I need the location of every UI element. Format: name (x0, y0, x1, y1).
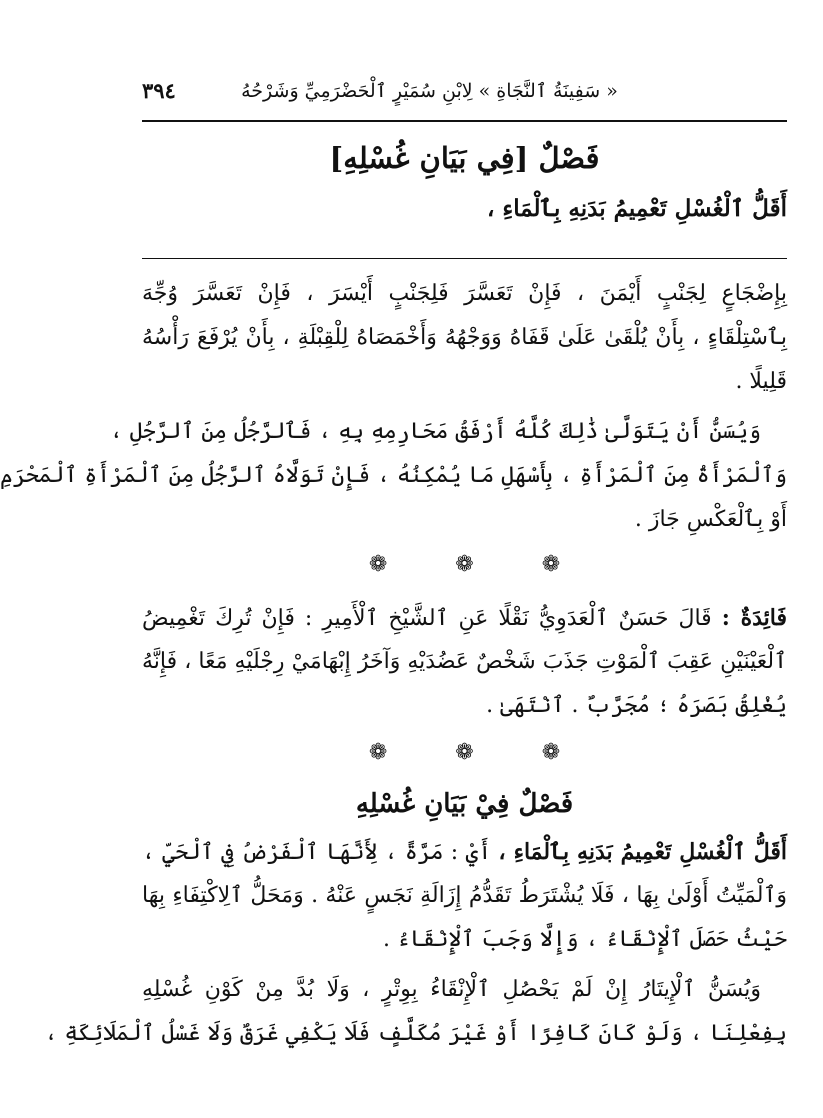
asterism-icon: ❁ (368, 740, 388, 765)
matn-text: أَقَلُّ ٱلْغُسْلِ تَعْمِيمُ بَدَنِهِ بِٱلْمَاءِ ، (486, 195, 787, 222)
text-line: يُغْلِقُ بَصَرَهُ ؛ مُجَرَّبٌ . ٱنْتَهَىٰ . (486, 693, 787, 718)
asterism-icon: ❁ (455, 740, 474, 765)
header-rule (142, 120, 787, 122)
running-title: « سَفِينَةُ ٱلنَّجَاةِ » لِابْنِ سُمَيْرٍ ٱلْحَضْرَمِيِّ وَشَرْحُهُ (241, 80, 618, 102)
text-line: قَلِيلًا . (735, 369, 787, 394)
text-line: بِإِضْجَاعٍ لِجَنْبٍ أَيْمَنَ ، فَإِنْ تَعَسَّرَ فَلِجَنْبٍ أَيْسَرَ ، فَإِنْ تَعَسَّرَ وُجِّهَ (142, 281, 787, 306)
section-separator (106, 738, 823, 768)
text-line: حَيْثُ حَصَلَ ٱلْإِنْقَاءُ ، وَإِلَّا وَجَبَ ٱلْإِنْقَاءُ . (383, 927, 787, 952)
text-line: وَٱلْمَرْأَةُ مِنَ ٱلْمَرْأَةِ ، بِأَسْهَلِ مَا يُمْكِنُهُ ، فَإِنْ تَوَلَّاهُ ٱلرَّجُلُ مِنَ ٱلْمَرْأَةِ ٱلْمَحْرَمِ (0, 463, 787, 488)
faida-label: فَائِدَةٌ : (721, 605, 787, 631)
page-number: ٣٩٤ (142, 78, 176, 103)
asterism-icon: ❁ (455, 552, 474, 577)
section-heading: فَصْلٌ فِيْ بَيَانِ غُسْلِهِ (355, 789, 574, 819)
running-header (142, 76, 787, 112)
faida-line (142, 596, 787, 640)
asterism-icon: ❁ (368, 552, 388, 577)
text-line: بِٱسْتِلْقَاءٍ ، بِأَنْ يُلْقَىٰ عَلَىٰ قَفَاهُ وَوَجْهُهُ وَأَخْمَصَاهُ لِلْقِبْلَةِ ، بِأَنْ يُرْفَعَ رَأْسُهُ (142, 325, 787, 350)
asterism-icon: ❁ (541, 552, 561, 577)
text-line: وَيُسَنُّ أَنْ يَتَوَلَّىٰ ذَٰلِكَ كُلَّهُ أَرْفَقُ مَحَارِمِهِ بِهِ ، فَٱلرَّجُلُ مِنَ ٱلرَّجُلِ ، (109, 419, 761, 444)
asterism-icon: ❁ (541, 740, 561, 765)
text-line: ٱلْعَيْنَيْنِ عَقِبَ ٱلْمَوْتِ جَذَبَ شَخْصٌ عَضُدَيْهِ وَآخَرُ إِبْهَامَيْ رِجْلَيْهِ مَعًا ، فَإِنَّهُ (142, 649, 787, 674)
quote-line (142, 830, 787, 874)
matn-quote: أَقَلُّ ٱلْغُسْلِ تَعْمِيمُ بَدَنِهِ بِٱلْمَاءِ ، (498, 839, 787, 865)
matn-heading: فَصْلٌ [فِي بَيَانِ غُسْلِهِ] (329, 141, 600, 175)
text-line: بِفِعْلِنَا ، وَلَوْ كَانَ كَافِرًا أَوْ غَيْرَ مُكَلَّفٍ فَلَا يَكْفِي غَرَقٌ وَلَا غَسْلُ ٱلْمَلَائِكَةِ ، (44, 1021, 787, 1046)
matn-sharh-divider (142, 258, 787, 259)
section-separator (106, 550, 823, 580)
text-line: وَٱلْمَيِّتُ أَوْلَىٰ بِهَا ، فَلَا يُشْتَرَطُ تَقَدُّمُ إِزَالَةِ نَجَسٍ عَنْهُ . وَمَحَلُّ ٱلِاكْتِفَاءِ بِهَا (142, 883, 787, 908)
text-line: وَيُسَنُّ ٱلْإِيتَارُ إِنْ لَمْ يَحْصُلِ ٱلْإِنْقَاءُ بِوِتْرٍ ، وَلَا بُدَّ مِنْ كَوْنِ غُسْلِهِ (142, 977, 761, 1002)
text-line: أَيْ : مَرَّةً ، لِأَنَّهَا ٱلْفَرْضُ فِي ٱلْحَيِّ ، (142, 840, 499, 865)
text-line: قَالَ حَسَنٌ ٱلْعَدَوِيُّ نَقْلًا عَنِ ٱلشَّيْخِ ٱلْأَمِيرِ : فَإِنْ تُرِكَ تَغْمِيضُ (142, 606, 722, 631)
text-line: أَوْ بِٱلْعَكْسِ جَازَ . (634, 507, 787, 532)
